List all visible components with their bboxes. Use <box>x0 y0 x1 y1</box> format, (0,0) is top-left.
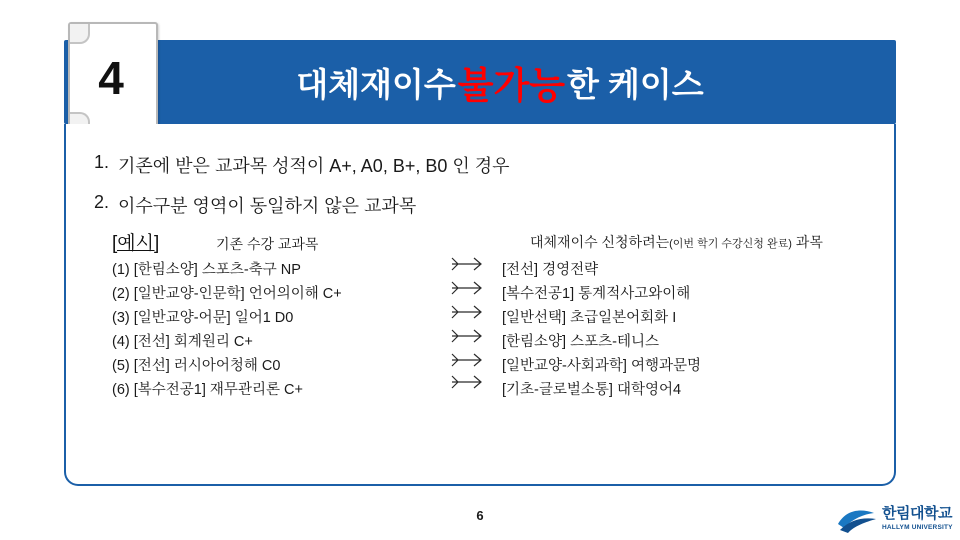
example-row-2-right: [복수전공1] 통계적사고와이해 <box>502 286 691 302</box>
example-row-4-left: (4) [전선] 회계원리 C+ <box>112 334 253 350</box>
page-number: 6 <box>476 508 484 523</box>
right-column-header <box>530 232 823 252</box>
arrow-icon <box>450 256 484 272</box>
arrow-icon <box>450 280 484 296</box>
example-row-5-right: [일반교양-사회과학] 여행과문명 <box>502 358 702 374</box>
right-column-header-note: (이번 학기 수강신청 완료) <box>669 238 792 250</box>
title-post: 한 케이스 <box>566 65 704 103</box>
example-row-1-left: (1) [한림소양] 스포츠-축구 NP <box>112 262 301 278</box>
example-row-1-right: [전선] 경영전략 <box>502 262 599 278</box>
example-row-6-left: (6) [복수전공1] 재무관리론 C+ <box>112 382 303 398</box>
logo-text <box>882 502 953 531</box>
example-row-4-right: [한림소양] 스포츠-테니스 <box>502 334 659 350</box>
badge-number-text: 4 <box>98 52 124 104</box>
example-row-3-right: [일반선택] 초급일본어회화 I <box>502 310 677 326</box>
right-column-header-tail: 과목 <box>791 234 823 250</box>
list-item-1-text: 기존에 받은 교과목 성적이 A+, A0, B+, B0 인 경우 <box>118 156 510 176</box>
arrow-icon <box>450 304 484 320</box>
logo-english-name: HALLYM UNIVERSITY <box>882 524 953 531</box>
example-row-6-right: [기초-글로벌소통] 대학영어4 <box>502 382 682 398</box>
list-item-2-number: 2. <box>94 192 110 212</box>
logo-korean-name: 한림대학교 <box>882 505 952 522</box>
list-item-2-text: 이수구분 영역이 동일하지 않은 교과목 <box>118 196 417 216</box>
example-row-5-left: (5) [전선] 러시아어청해 C0 <box>112 358 281 374</box>
page-title <box>150 40 850 124</box>
title-highlight: 불가능 <box>457 65 565 106</box>
example-row-2-left: (2) [일반교양-인문학] 언어의이해 C+ <box>112 286 342 302</box>
list-item-1-number: 1. <box>94 152 110 172</box>
title-pre: 대체재이수 <box>296 65 456 103</box>
example-label: [예시] <box>112 233 160 254</box>
left-column-header: 기존 수강 교과목 <box>216 236 319 252</box>
hallym-wave-icon <box>836 504 878 534</box>
university-logo <box>836 502 953 536</box>
right-column-header-main: 대체재이수 신청하려는 <box>530 234 670 250</box>
arrow-icon <box>450 352 484 368</box>
arrow-icon <box>450 328 484 344</box>
example-row-3-left: (3) [일반교양-어문] 일어1 D0 <box>112 310 294 326</box>
arrow-icon <box>450 374 484 390</box>
